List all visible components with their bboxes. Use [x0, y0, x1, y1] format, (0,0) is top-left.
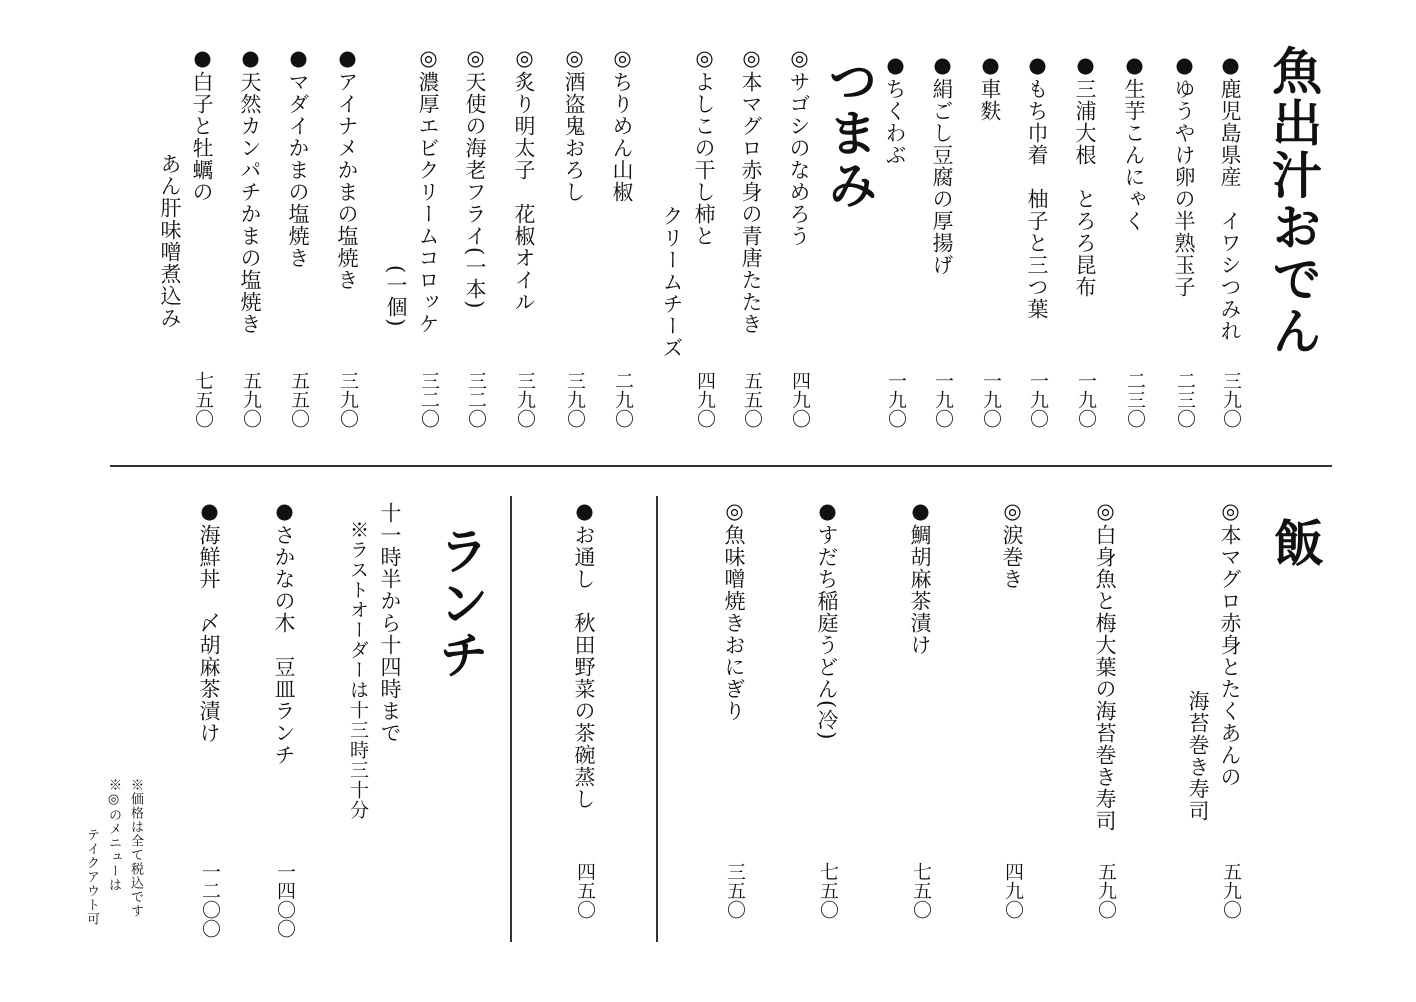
oden-item [978, 52, 1002, 122]
oden-item [1025, 52, 1049, 320]
oden-price: 二三〇 [1124, 371, 1146, 428]
oden-price: 二三〇 [1174, 371, 1196, 428]
item-name: 天使の海老フライ(一本) [463, 71, 487, 310]
item-name: よしこの干し柿と [692, 71, 716, 247]
meshi-item [1218, 498, 1242, 788]
meshi-item-cont: 海苔巻き寿司 [1186, 690, 1210, 822]
tsumami-item [416, 45, 440, 335]
tsumami-price: 三二〇 [465, 371, 487, 428]
meshi-price: 五九〇 [1095, 862, 1117, 919]
meshi-item [722, 498, 746, 722]
item-mark: ● [197, 498, 222, 524]
tsumami-item [610, 45, 634, 203]
lunch-title: ランチ [431, 525, 490, 681]
item-name: アイナメかまの塩焼き [335, 71, 359, 291]
item-mark: ● [815, 498, 840, 524]
item-name: すだち稲庭うどん(冷) [815, 524, 839, 741]
tsumami-price: 五五〇 [741, 371, 763, 428]
item-mark: ● [1025, 52, 1050, 78]
item-name: 白子と牡蠣の [190, 71, 214, 203]
takeout-note-cont: テイクアウト可 [84, 828, 99, 926]
tsumami-item-cont: クリームチーズ [660, 205, 684, 359]
item-mark: ● [883, 52, 908, 78]
item-name: サゴシのなめろう [787, 71, 811, 247]
oden-title: 魚出汁おでん [1264, 45, 1323, 357]
meshi-price: 四九〇 [1002, 862, 1024, 919]
oden-price: 一九〇 [932, 371, 954, 428]
tsumami-price: 三九〇 [514, 371, 536, 428]
item-mark: ● [1218, 52, 1243, 78]
meshi-item [908, 498, 932, 656]
item-mark: ◎ [610, 45, 635, 71]
tsumami-price: 三九〇 [564, 371, 586, 428]
item-mark: ◎ [692, 45, 717, 71]
item-mark: ● [190, 45, 215, 71]
lunch-hours: 十一時半から十四時まで [378, 502, 402, 744]
tsumami-price: 四九〇 [789, 371, 811, 428]
item-mark: ◎ [1000, 498, 1025, 524]
item-name: 涙巻き [1000, 524, 1024, 590]
tsumami-price: 五五〇 [288, 371, 310, 428]
tsumami-title: つまみ [820, 55, 879, 211]
oden-price: 一九〇 [1075, 371, 1097, 428]
tsumami-item [739, 45, 763, 335]
item-name: 絹ごし豆腐の厚揚げ [930, 78, 954, 276]
lunch-item [197, 498, 221, 744]
item-name: 車麩 [978, 78, 1002, 122]
tsumami-item [286, 45, 310, 269]
item-mark: ● [572, 498, 597, 524]
oden-item [1218, 52, 1242, 342]
tax-note: ※価格は全て税込です [128, 778, 143, 918]
tsumami-price: 五九〇 [240, 371, 262, 428]
item-name: 海鮮丼 〆胡麻茶漬け [197, 524, 221, 744]
meshi-item [1000, 498, 1024, 590]
otoshi-item [572, 498, 596, 810]
item-name: 鹿児島県産 イワシつみれ [1218, 78, 1242, 342]
oden-item [883, 52, 907, 166]
item-name: 本マグロ赤身の青唐たたき [739, 71, 763, 335]
item-mark: ◎ [416, 45, 441, 71]
item-name: 炙り明太子 花椒オイル [512, 71, 536, 313]
meshi-price: 五九〇 [1220, 862, 1242, 919]
lunch-last-order: ※ラストオーダーは十三時三十分 [347, 520, 369, 820]
lunch-price: 一二〇〇 [199, 862, 221, 938]
item-mark: ● [1122, 52, 1147, 78]
tsumami-item [787, 45, 811, 247]
item-mark: ◎ [787, 45, 812, 71]
item-mark: ◎ [562, 45, 587, 71]
tsumami-price: 四九〇 [694, 371, 716, 428]
item-mark: ● [335, 45, 360, 71]
item-name: 生芋こんにゃく [1122, 78, 1146, 232]
item-name: 鯛胡麻茶漬け [908, 524, 932, 656]
item-name: マダイかまの塩焼き [286, 71, 310, 269]
item-mark: ● [978, 52, 1003, 78]
item-name: ちりめん山椒 [610, 71, 634, 203]
item-mark: ● [908, 498, 933, 524]
item-mark: ◎ [1218, 498, 1243, 524]
item-mark: ◎ [1093, 498, 1118, 524]
meshi-item [815, 498, 839, 740]
item-mark: ● [930, 52, 955, 78]
item-mark: ◎ [463, 45, 488, 71]
item-mark: ◎ [739, 45, 764, 71]
oden-price: 一九〇 [885, 371, 907, 428]
lunch-item [272, 498, 296, 766]
oden-price: 一九〇 [1027, 371, 1049, 428]
oden-item [930, 52, 954, 276]
item-name: さかなの木 豆皿ランチ [272, 524, 296, 766]
tsumami-item [562, 45, 586, 203]
oden-item [1122, 52, 1146, 232]
tsumami-price: 二九〇 [612, 371, 634, 428]
oden-item [1073, 52, 1097, 298]
vertical-divider [656, 496, 658, 942]
lunch-price: 一四〇〇 [274, 862, 296, 938]
item-mark: ◎ [722, 498, 747, 524]
tsumami-item [692, 45, 716, 247]
tsumami-item [512, 45, 536, 313]
item-name: 白身魚と梅大葉の海苔巻き寿司 [1093, 524, 1117, 832]
item-mark: ◎ [512, 45, 537, 71]
item-name: 濃厚エビクリームコロッケ [416, 71, 440, 335]
item-name: 魚味噌焼きおにぎり [722, 524, 746, 722]
item-name: ちくわぶ [883, 78, 907, 166]
item-mark: ● [1172, 52, 1197, 78]
item-name: ゆうやけ卵の半熟玉子 [1172, 78, 1196, 298]
meshi-item [1093, 498, 1117, 832]
tsumami-item [238, 45, 262, 335]
oden-item [1172, 52, 1196, 298]
tsumami-item [463, 45, 487, 309]
item-name: もち巾着 柚子と三つ葉 [1025, 78, 1049, 320]
oden-price: 一九〇 [980, 371, 1002, 428]
item-mark: ● [238, 45, 263, 71]
vertical-divider [510, 496, 512, 942]
item-name: 三浦大根 とろろ昆布 [1073, 78, 1097, 298]
item-mark: ● [286, 45, 311, 71]
meshi-price: 七五〇 [817, 862, 839, 919]
item-mark: ● [1073, 52, 1098, 78]
horizontal-divider [110, 465, 1332, 467]
takeout-note: ※◎のメニューは [106, 778, 121, 892]
tsumami-price: 三九〇 [337, 371, 359, 428]
oden-price: 三九〇 [1220, 371, 1242, 428]
otoshi-price: 四五〇 [574, 862, 596, 919]
item-name: お通し 秋田野菜の茶碗蒸し [572, 524, 596, 810]
meshi-price: 七五〇 [910, 862, 932, 919]
item-mark: ● [272, 498, 297, 524]
tsumami-item [335, 45, 359, 291]
tsumami-price: 七五〇 [192, 371, 214, 428]
tsumami-item-cont: あん肝味噌煮込み [158, 153, 182, 329]
tsumami-item-cont: (一個) [384, 265, 408, 328]
item-name: 天然カンパチかまの塩焼き [238, 71, 262, 335]
meshi-price: 三五〇 [724, 862, 746, 919]
tsumami-price: 三二〇 [418, 371, 440, 428]
meshi-title: 飯 [1266, 517, 1325, 569]
item-name: 本マグロ赤身とたくあんの [1218, 524, 1242, 788]
tsumami-item [190, 45, 214, 203]
item-name: 酒盗鬼おろし [562, 71, 586, 203]
